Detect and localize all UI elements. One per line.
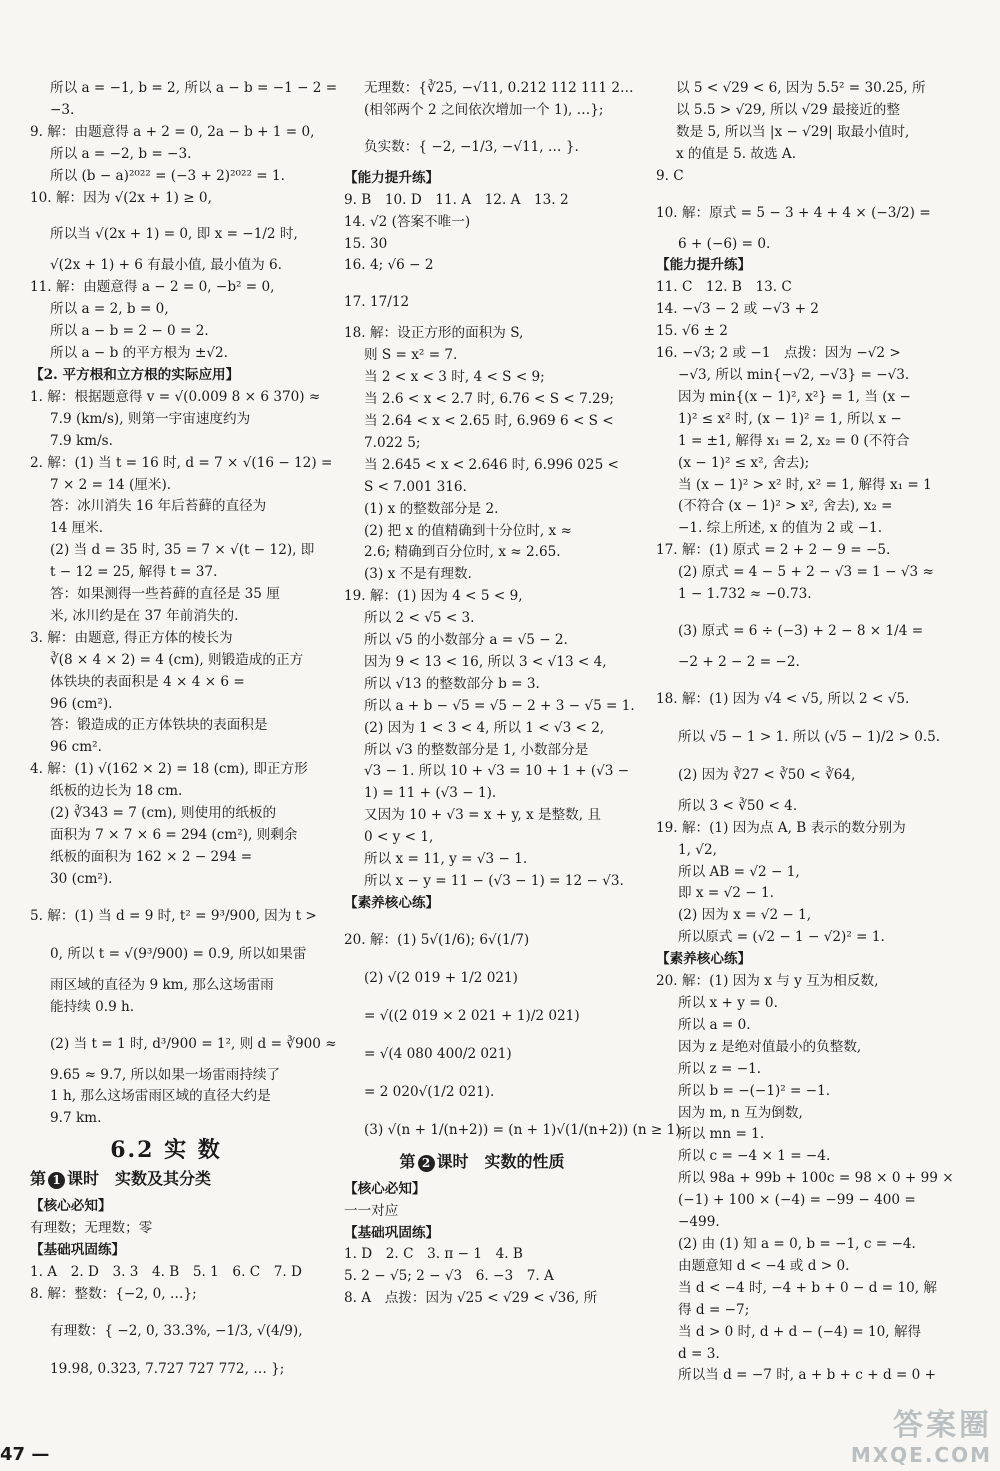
lesson-2-title: 课时 实数的性质 <box>436 1151 565 1171</box>
answer-line: (2) 因为 1 < 3 < 4, 所以 1 < √3 < 2, <box>364 719 605 736</box>
answer-line: 所以 2 < √5 < 3. <box>364 610 475 627</box>
answer-line: 所以 AB = √2 − 1, <box>678 863 800 880</box>
answer-line: 所以 x − y = 11 − (√3 − 1) = 12 − √3. <box>364 873 624 889</box>
answer-line: (2) 因为 ∛27 < ∛50 < ∛64, <box>678 766 856 783</box>
answer-line: 一一对应 <box>344 1202 399 1219</box>
answer-line: 16. −√3; 2 或 −1 点拨：因为 −√2 > <box>656 345 901 362</box>
answers-list-2b <box>344 1179 620 1310</box>
answer-line: ∛(8 × 4 × 2) = 4 (cm), 则锻造成的正方 <box>50 651 304 668</box>
watermark-logo <box>851 1409 992 1467</box>
section-title: 6.2 实 数 <box>110 1137 222 1164</box>
answer-line: 所以 b = −(−1)² = −1. <box>678 1082 831 1099</box>
answers-list-1b <box>30 1196 302 1382</box>
answer-line: d = 3. <box>678 1345 720 1362</box>
answer-line: 14 厘米. <box>50 520 104 537</box>
answer-line: √(2x + 1) + 6 有最小值, 最小值为 6. <box>50 257 282 274</box>
answer-line: 10. 解：因为 √(2x + 1) ≥ 0, <box>30 189 212 206</box>
answer-line: 当 2.64 < x < 2.65 时, 6.969 6 < S < <box>364 412 614 429</box>
watermark-logo-text: 答案圈 <box>893 1408 992 1443</box>
lesson-1-prefix: 第 <box>30 1169 47 1189</box>
answer-line: (2) 把 x 的值精确到十分位时, x ≈ <box>364 522 572 539</box>
answer-line: 5. 解：(1) 当 d = 9 时, t² = 9³/900, 因为 t > <box>30 907 317 924</box>
lesson-2-prefix: 第 <box>399 1151 416 1171</box>
answer-line: 11. C 12. B 13. C <box>656 279 792 296</box>
answer-line: (2) √(2 019 + 1/2 021) <box>364 969 518 986</box>
lesson-1-heading <box>30 1168 302 1190</box>
answer-line: 96 (cm²). <box>50 695 113 712</box>
section-heading: 【素养核心练】 <box>344 894 440 911</box>
answer-line: 面积为 7 × 7 × 6 = 294 (cm²), 则剩余 <box>50 827 298 843</box>
section-heading: 【基础巩固练】 <box>344 1224 440 1241</box>
answer-line: t − 12 = 25, 解得 t = 37. <box>50 564 218 581</box>
answer-line: (−1) + 100 × (−4) = −99 − 400 = <box>678 1192 916 1209</box>
answer-line: = √(4 080 400/2 021) <box>364 1045 512 1062</box>
answer-line: (3) 原式 = 6 ÷ (−3) + 2 − 8 × 1/4 = <box>678 622 924 639</box>
lesson-1-number-badge: 1 <box>48 1172 65 1189</box>
answer-line: (不符合 (x − 1)² > x², 舍去), x₂ = <box>678 498 893 515</box>
answer-line: 9. C <box>656 167 684 184</box>
answer-line: = √((2 019 × 2 021 + 1)/2 021) <box>364 1007 580 1024</box>
answer-line: (3) √(n + 1/(n+2)) = (n + 1)√(1/(n+2)) (n ≥ 1). <box>364 1121 685 1138</box>
answers-list-1 <box>30 78 338 1130</box>
answer-line: 得 d = −7; <box>678 1301 750 1318</box>
answer-line: 6 + (−6) = 0. <box>678 235 771 252</box>
answer-line: (2) 当 t = 1 时, d³/900 = 1², 则 d = ∛900 ≈ <box>50 1035 337 1052</box>
answers-list-3 <box>656 78 954 1387</box>
answer-line: 所以当 d = −7 时, a + b + c + d = 0 + <box>678 1367 937 1384</box>
answer-line: 18. 解：(1) 因为 √4 < √5, 所以 2 < √5. <box>656 690 910 707</box>
answer-line: 能持续 0.9 h. <box>50 998 135 1015</box>
answer-line: (2) 原式 = 4 − 5 + 2 − √3 = 1 − √3 ≈ <box>678 564 934 581</box>
answer-line: 当 2.645 < x < 2.646 时, 6.996 025 < <box>364 456 619 473</box>
answer-line: 所以 3 < ∛50 < 4. <box>678 797 798 814</box>
answer-line: 所以 z = −1. <box>678 1060 762 1077</box>
answer-line: 所以 a − b = 2 − 0 = 2. <box>50 323 209 340</box>
answer-line: 当 2.6 < x < 2.7 时, 6.76 < S < 7.29; <box>364 391 614 408</box>
answer-line: −√3, 所以 min{−√2, −√3} = −√3. <box>678 366 910 383</box>
answer-line: (1) x 的整数部分是 2. <box>364 500 499 517</box>
answer-line: −499. <box>678 1214 720 1231</box>
answer-line: 1. 解：根据题意得 v = √(0.009 8 × 6 370) ≈ <box>30 388 321 405</box>
answer-line: 当 d < −4 时, −4 + b + 0 − d = 10, 解 <box>678 1279 937 1296</box>
answer-line: 所以 a = 2, b = 0, <box>50 301 169 318</box>
answer-line: 所以 √5 的小数部分 a = √5 − 2. <box>364 632 568 649</box>
answer-line: 所以 (b − a)²⁰²² = (−3 + 2)²⁰²² = 1. <box>50 167 285 184</box>
answer-line: 1 h, 那么这场雷雨区域的直径大约是 <box>50 1088 271 1105</box>
section-heading: 【素养核心练】 <box>656 951 752 968</box>
answer-line: 96 cm². <box>50 739 102 756</box>
answer-line: (2) 由 (1) 知 a = 0, b = −1, c = −4. <box>678 1235 916 1252</box>
answer-line: 当 (x − 1)² > x² 时, x² = 1, 解得 x₁ = 1 <box>678 476 932 493</box>
answer-line: 所以 x = 11, y = √3 − 1. <box>364 851 528 868</box>
answer-line: 答：如果测得一些苔藓的直径是 35 厘 <box>50 586 280 603</box>
answer-line: 14. √2 (答案不唯一) <box>344 213 471 230</box>
answer-line: 即 x = √2 − 1. <box>678 885 774 902</box>
answer-line: 7.9 km/s. <box>50 432 113 449</box>
answer-line: = 2 020√(1/2 021). <box>364 1083 495 1100</box>
column-left <box>30 78 338 1390</box>
answer-line: 体铁块的表面积是 4 × 4 × 6 = <box>50 673 245 690</box>
answer-line: 8. 解：整数：{−2, 0, …}; <box>30 1285 197 1302</box>
answer-line: 9.65 ≈ 9.7, 所以如果一场雷雨持续了 <box>50 1066 281 1083</box>
section-heading: 【基础巩固练】 <box>30 1241 126 1258</box>
answer-line: 米, 冰川约是在 37 年前消失的. <box>50 607 239 624</box>
answer-line: 所以 a = −2, b = −3. <box>50 145 192 162</box>
answer-line: 纸板的边长为 18 cm. <box>50 783 183 800</box>
lesson-2-heading <box>344 1151 620 1173</box>
section-heading: 【2. 平方根和立方根的实际应用】 <box>30 366 240 383</box>
answer-line: 1, √2, <box>678 841 717 858</box>
answer-line: 所以 98a + 99b + 100c = 98 × 0 + 99 × <box>678 1170 954 1187</box>
answer-line: 2.6; 精确到百分位时, x ≈ 2.65. <box>364 544 561 561</box>
answer-line: −2 + 2 − 2 = −2. <box>678 653 800 670</box>
answer-line: S < 7.001 316. <box>364 478 467 495</box>
answer-line: 9. B 10. D 11. A 12. A 13. 2 <box>344 191 569 208</box>
watermark-site: MXQE.COM <box>850 1443 992 1467</box>
answer-line: 17. 17/12 <box>344 294 410 311</box>
answer-line: 7.9 (km/s), 则第一宇宙速度约为 <box>50 410 251 427</box>
answer-line: (2) ∛343 = 7 (cm), 则使用的纸板的 <box>50 805 277 822</box>
answer-line: 因为 m, n 互为倒数, <box>678 1104 803 1121</box>
answer-line: 19.98, 0.3̇23̇, 7.727 727 772, … }; <box>50 1360 285 1377</box>
answer-line: 17. 解：(1) 原式 = 2 + 2 − 9 = −5. <box>656 542 891 559</box>
answer-line: 所以 x + y = 0. <box>678 995 778 1011</box>
answer-line: 1. A 2. D 3. 3 4. B 5. 1 6. C 7. D <box>30 1263 302 1280</box>
answer-line: 9.7 km. <box>50 1110 102 1127</box>
answer-line: 当 d > 0 时, d + d − (−4) = 10, 解得 <box>678 1323 922 1340</box>
answer-line: x 的值是 5. 故选 A. <box>676 145 797 162</box>
page-number: 47 — <box>0 1444 50 1465</box>
answer-line: (2) 因为 x = √2 − 1, <box>678 907 812 924</box>
answer-line: 20. 解：(1) 因为 x 与 y 互为相反数, <box>656 973 879 990</box>
answer-line: (3) x 不是有理数. <box>364 566 472 583</box>
answer-line: 14. −√3 − 2 或 −√3 + 2 <box>656 301 819 318</box>
lesson-2-number-badge: 2 <box>418 1155 435 1172</box>
section-heading: 【能力提升练】 <box>656 257 752 274</box>
answer-line: 所以当 √(2x + 1) = 0, 即 x = −1/2 时, <box>50 226 298 243</box>
answer-line: 5. 2 − √5; 2 − √3 6. −3 7. A <box>344 1268 554 1285</box>
section-heading: 【核心必知】 <box>344 1180 426 1197</box>
lesson-1-title: 课时 实数及其分类 <box>67 1169 212 1189</box>
answer-line: 3. 解：由题意, 得正方体的棱长为 <box>30 629 233 646</box>
answer-line: 又因为 10 + √3 = x + y, x 是整数, 且 <box>364 807 601 824</box>
answer-line: 2. 解：(1) 当 t = 16 时, d = 7 × √(16 − 12) = <box>30 454 333 471</box>
answer-line: 15. √6 ± 2 <box>656 323 728 340</box>
answer-line: 所以 a + b − √5 = √5 − 2 + 3 − √5 = 1. <box>364 697 635 714</box>
answer-line: 所以 √5 − 1 > 1. 所以 (√5 − 1)/2 > 0.5. <box>678 728 941 745</box>
section-heading: 【核心必知】 <box>30 1198 112 1215</box>
answer-line: 所以原式 = (√2 − 1 − √2)² = 1. <box>678 929 885 946</box>
answer-line: 7 × 2 = 14 (厘米). <box>50 476 172 493</box>
answer-line: 18. 解：设正方形的面积为 S, <box>344 325 524 342</box>
answer-line: 1 = ±1, 解得 x₁ = 2, x₂ = 0 (不符合 <box>678 432 910 449</box>
answer-line: 当 2 < x < 3 时, 4 < S < 9; <box>364 369 545 386</box>
answer-line: 所以 a = 0. <box>678 1016 751 1033</box>
answer-line: 19. 解：(1) 因为 4 < 5 < 9, <box>344 588 523 605</box>
answer-line: 11. 解：由题意得 a − 2 = 0, −b² = 0, <box>30 279 275 296</box>
answer-line: 0 < y < 1, <box>364 829 434 846</box>
answer-line: 数是 5, 所以当 |x − √29| 取最小值时, <box>676 123 910 140</box>
answer-line: 纸板的面积为 162 × 2 − 294 = <box>50 848 253 865</box>
answer-line: 所以 a = −1, b = 2, 所以 a − b = −1 − 2 = <box>50 80 338 96</box>
answer-line: 1 − 1.732 ≈ −0.73. <box>678 586 812 603</box>
answer-line: 雨区域的直径为 9 km, 那么这场雷雨 <box>50 976 274 993</box>
answer-line: 10. 解：原式 = 5 − 3 + 4 + 4 × (−3/2) = <box>656 204 931 221</box>
answer-line: 所以 mn = 1. <box>678 1126 765 1143</box>
answer-line: 所以 c = −4 × 1 = −4. <box>678 1148 831 1165</box>
answer-line: 20. 解：(1) 5√(1/6); 6√(1/7) <box>344 931 530 948</box>
answer-line: 16. 4; √6 − 2 <box>344 257 434 274</box>
answer-line: 有理数；无理数；零 <box>30 1219 153 1236</box>
answer-line: 8. A 点拨：因为 √25 < √29 < √36, 所 <box>344 1290 598 1307</box>
answer-line: 所以 a − b 的平方根为 ±√2. <box>50 345 228 362</box>
answer-line: 30 (cm²). <box>50 870 113 887</box>
answer-line: 有理数：{ −2, 0, 33.3%, −1/3, √(4/9), <box>50 1322 303 1339</box>
answer-line: 以 5.5 > √29, 所以 √29 最接近的整 <box>676 101 900 118</box>
answer-line: 0, 所以 t = √(9³/900) = 0.9, 所以如果雷 <box>50 945 307 962</box>
answer-line: 则 S = x² = 7. <box>364 347 458 364</box>
answer-line: 答：锻造成的正方体铁块的表面积是 <box>50 717 268 734</box>
answer-line: 15. 30 <box>344 235 388 252</box>
answer-line: 所以 √3 的整数部分是 1, 小数部分是 <box>364 741 589 758</box>
answer-line: 因为 9 < 13 < 16, 所以 3 < √13 < 4, <box>364 653 607 670</box>
answer-line: 负实数：{ −2, −1/3, −√11, … }. <box>364 138 579 155</box>
answer-line: 因为 z 是绝对值最小的负整数, <box>678 1038 862 1055</box>
answer-line: 1. D 2. C 3. π − 1 4. B <box>344 1246 523 1263</box>
answer-line: 4. 解：(1) √(162 × 2) = 18 (cm), 即正方形 <box>30 761 308 778</box>
column-right <box>656 78 954 1387</box>
answer-line: (相邻两个 2 之间依次增加一个 1), …}; <box>364 101 604 118</box>
answer-line: 19. 解：(1) 因为点 A, B 表示的数分别为 <box>656 819 906 836</box>
answer-line: 1) = 11 + (√3 − 1). <box>364 785 497 802</box>
answer-line: 答：冰川消失 16 年后苔藓的直径为 <box>50 498 267 515</box>
answer-line: 1)² ≤ x² 时, (x − 1)² = 1, 所以 x − <box>678 410 902 427</box>
answer-line: (2) 当 d = 35 时, 35 = 7 × √(t − 12), 即 <box>50 542 315 559</box>
answer-line: 7.022 5; <box>364 434 421 451</box>
answer-line: 无理数：{∛25, −√11, 0.212 112 111 2… <box>364 80 634 96</box>
answer-line: 9. 解：由题意得 a + 2 = 0, 2a − b + 1 = 0, <box>30 123 315 140</box>
answer-line: −3. <box>50 101 75 118</box>
answer-line: −1. 综上所述, x 的值为 2 或 −1. <box>678 520 883 537</box>
answer-line: 由题意知 d < −4 或 d > 0. <box>678 1257 850 1274</box>
answer-line: 因为 min{(x − 1)², x²} = 1, 当 (x − <box>678 388 911 405</box>
answer-line: √3 − 1. 所以 10 + √3 = 10 + 1 + (√3 − <box>364 763 630 780</box>
answer-line: (x − 1)² ≤ x², 舍去); <box>678 454 810 471</box>
answer-line: 以 5 < √29 < 6, 因为 5.5² = 30.25, 所 <box>676 80 926 96</box>
section-heading: 【能力提升练】 <box>344 169 440 186</box>
answer-line: 所以 √13 的整数部分 b = 3. <box>364 675 540 692</box>
